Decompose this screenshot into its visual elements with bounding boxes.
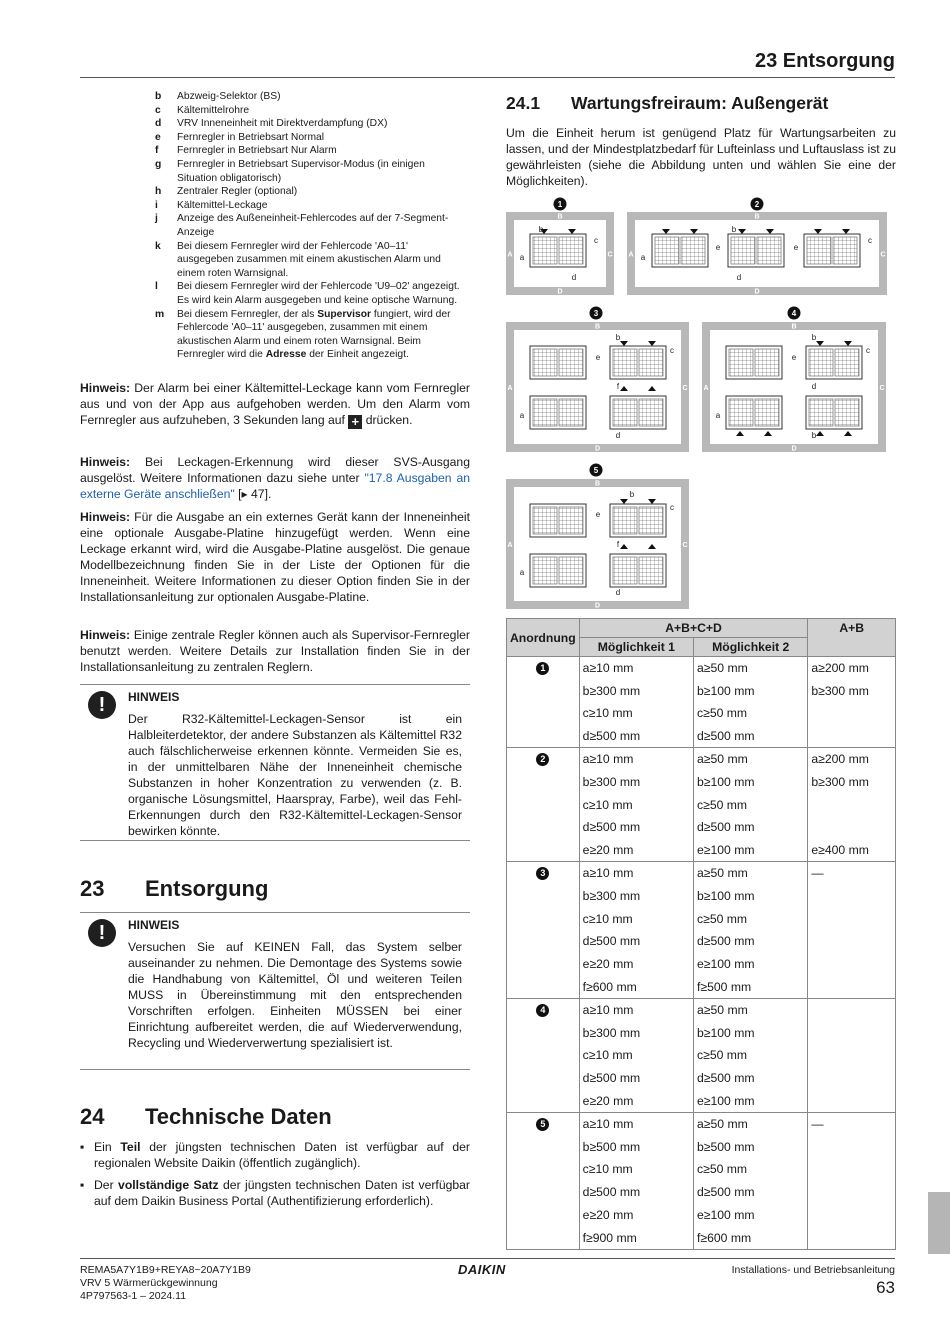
side-label-d: D (557, 288, 563, 296)
dimension-label: d (615, 588, 621, 597)
table-cell: b≥300 mm (579, 679, 693, 702)
table-cell (808, 976, 896, 999)
arrangement-number-icon: 3 (536, 867, 549, 880)
table-cell (808, 1181, 896, 1204)
side-label-c: C (682, 385, 688, 392)
plus-button-icon: + (348, 415, 362, 429)
table-cell: c≥10 mm (579, 1158, 693, 1181)
table-cell: e≥20 mm (579, 953, 693, 976)
column-header-abcd: A+B+C+D (579, 619, 808, 638)
table-cell: c≥50 mm (694, 793, 808, 816)
legend-item: j Anzeige des Außeneinheit-Fehlercodes auf der 7-Segment-Anzeige (155, 213, 449, 238)
side-label-d: D (791, 445, 797, 453)
table-cell: d≥500 mm (694, 816, 808, 839)
unit-grille (613, 507, 637, 534)
table-cell: a≥10 mm (579, 657, 693, 680)
table-cell: d≥500 mm (579, 930, 693, 953)
legend-item: k Bei diesem Fernregler wird der Fehlercode 'A0–11' ausgegeben zusammen mit einem akustischen Alarm und einem roten Warnsignal. (155, 240, 441, 279)
table-cell: b≥300 mm (579, 1021, 693, 1044)
table-cell: f≥600 mm (579, 976, 693, 999)
table-cell: b≥300 mm (579, 770, 693, 793)
arrangement-number-icon: 5 (536, 1118, 549, 1131)
unit-grille (729, 399, 753, 426)
arrangement-number: 5 (593, 466, 599, 475)
legend-item: h Zentraler Regler (optional) (155, 186, 298, 198)
side-label-a: A (507, 385, 513, 392)
dimension-label: d (571, 273, 577, 282)
tech-data-bullets (80, 1139, 470, 1215)
side-label-c: C (880, 251, 886, 259)
table-cell (808, 1067, 896, 1090)
table-cell: a≥50 mm (694, 748, 808, 771)
side-label-c: C (879, 385, 885, 392)
side-label-b: B (594, 323, 601, 331)
exclamation-icon: ! (88, 691, 116, 719)
table-row (507, 748, 896, 771)
unit-grille (833, 237, 857, 264)
dimension-label: f (616, 382, 620, 391)
arrangement-number: 1 (557, 200, 563, 209)
side-label-a: A (703, 385, 709, 392)
arrangement-number-icon: 2 (536, 753, 549, 766)
table-cell: e≥400 mm (808, 839, 896, 862)
section-heading-24-1: 24.1 Wartungsfreiraum: Außengerät (506, 93, 829, 113)
table-cell (808, 884, 896, 907)
dimension-label: e (595, 510, 601, 519)
dimension-label: e (791, 353, 797, 362)
table-cell: c≥10 mm (579, 702, 693, 725)
table-cell (808, 1226, 896, 1249)
section-heading-24: 24 Technische Daten (80, 1104, 332, 1129)
side-label-b: B (791, 323, 797, 331)
table-cell (808, 930, 896, 953)
table-cell: a≥10 mm (579, 748, 693, 771)
service-space-diagram (506, 196, 896, 614)
table-cell: d≥500 mm (579, 1181, 693, 1204)
unit-grille (809, 399, 833, 426)
unit-grille (731, 237, 755, 264)
table-cell: e≥100 mm (694, 953, 808, 976)
table-cell (808, 1021, 896, 1044)
unit-grille (533, 399, 557, 426)
table-cell (808, 998, 896, 1021)
table-cell (808, 725, 896, 748)
table-cell: e≥20 mm (579, 1204, 693, 1227)
unit-grille (809, 349, 833, 376)
exclamation-icon: ! (88, 919, 116, 947)
table-cell (808, 1135, 896, 1158)
table-cell (808, 702, 896, 725)
legend-item: l Bei diesem Fernregler wird der Fehlercode 'U9–02' angezeigt. Es wird kein Alarm ausgegeben und keine optische Warnung. (155, 281, 460, 306)
table-row (507, 657, 896, 680)
unit-grille (835, 349, 859, 376)
table-cell: c≥50 mm (694, 1044, 808, 1067)
column-header-option-1: Möglichkeit 1 (579, 638, 693, 657)
hinweis-label: Hinweis: (80, 455, 131, 469)
unit-grille (559, 557, 583, 584)
unit-grille (757, 237, 781, 264)
table-cell: e≥100 mm (694, 839, 808, 862)
dimension-label: b (538, 225, 544, 234)
table-cell: b≥500 mm (694, 1135, 808, 1158)
chapter-tab (928, 1192, 950, 1254)
table-cell (808, 1090, 896, 1113)
notice-title: HINWEIS (128, 918, 180, 932)
table-cell: f≥900 mm (579, 1226, 693, 1249)
intro-paragraph: Um die Einheit herum ist genügend Platz für Wartungsarbeiten zu lassen, und der Mindestplatzbedarf für Lufteinlass und Luftauslass ist zu gewährleisten (siehe die Abbildung unten und wählen Sie eine der Möglichkeiten). (506, 126, 896, 188)
side-label-a: A (628, 251, 634, 259)
table-cell: a≥50 mm (694, 998, 808, 1021)
dimension-label: b (615, 333, 621, 342)
table-cell: e≥100 mm (694, 1090, 808, 1113)
side-label-d: D (754, 288, 760, 296)
legend-item: b Abzweig-Selektor (BS) (155, 91, 281, 102)
dimension-label: d (615, 431, 621, 440)
table-cell: b≥100 mm (694, 1021, 808, 1044)
dimension-label: a (519, 568, 525, 577)
arrangement-number: 4 (791, 309, 797, 318)
table-cell: d≥500 mm (694, 725, 808, 748)
dimension-label: b (811, 333, 817, 342)
dimension-label: b (811, 431, 817, 440)
dimension-label: a (715, 411, 721, 420)
notice-body: Versuchen Sie auf KEINEN Fall, das System selber auseinander zu nehmen. Die Demontage des Systems sowie die Handhabung von Kältemittel, Öl und weiteren Teilen MUSS in Übereinstimmung mit den entsprechenden Vorschriften erfolgen. Einheiten MÜSSEN bei einer Einrichtung aufbereitet werden, die auf Wiederverwendung, Recycling und Wiederverwertung spezialisiert ist. (128, 940, 462, 1050)
dimension-label: c (866, 346, 870, 355)
table-cell: b≥300 mm (579, 884, 693, 907)
notice-box-disposal (80, 912, 470, 1070)
table-cell: b≥100 mm (694, 770, 808, 793)
table-cell: — (808, 1112, 896, 1135)
dimension-label: c (868, 236, 872, 245)
section-link-17-8[interactable]: "17.8 Ausgaben an externe Geräte anschließen" (80, 471, 471, 501)
unit-grille (533, 237, 557, 264)
service-space-table (506, 618, 896, 1250)
arrangement-number-icon: 1 (536, 662, 549, 675)
table-cell: a≥200 mm (808, 748, 896, 771)
hinweis-label: Hinweis: (80, 628, 131, 642)
side-label-a: A (507, 542, 513, 549)
running-header: 23 Entsorgung (754, 50, 895, 72)
legend-item: d VRV Inneneinheit mit Direktverdampfung (DX) (155, 118, 388, 130)
table-cell (808, 1044, 896, 1067)
side-label-d: D (594, 445, 601, 453)
unit-grille (613, 399, 637, 426)
legend-item: i Kältemittel-Leckage (155, 199, 268, 211)
table-cell: b≥100 mm (694, 679, 808, 702)
legend-item: e Fernregler in Betriebsart Normal (155, 131, 325, 143)
notice-title: HINWEIS (128, 690, 180, 704)
table-cell: d≥500 mm (694, 930, 808, 953)
dimension-label: b (731, 225, 737, 234)
legend-item: m Bei diesem Fernregler, der als Supervisor fungiert, wird der Fehlercode 'A0–11' ausgegeben, zusammen mit einem akustischen Alarm und einem roten Warnsignal. Beim Fernregler wird die Adresse der Einheit angezeigt. (155, 308, 451, 361)
hinweis-label: Hinweis: (80, 381, 131, 395)
table-row (507, 1112, 896, 1135)
unit-grille (639, 399, 663, 426)
unit-grille (755, 399, 779, 426)
side-label-b: B (754, 213, 760, 221)
unit-grille (835, 399, 859, 426)
table-cell: c≥50 mm (694, 907, 808, 930)
side-label-d: D (594, 602, 601, 610)
unit-grille (533, 349, 557, 376)
bullet-item: ▪ Der vollständige Satz der jüngsten technischen Daten ist verfügbar auf dem Daikin Business Portal (Authentifizierung erforderlich). (80, 1178, 470, 1208)
table-cell: a≥50 mm (694, 862, 808, 885)
table-cell (808, 907, 896, 930)
bullet-icon: ▪ (80, 1140, 85, 1154)
table-cell: e≥100 mm (694, 1204, 808, 1227)
dimension-label: f (616, 540, 620, 549)
dimension-label: a (640, 253, 646, 262)
table-cell: f≥500 mm (694, 976, 808, 999)
table-cell: d≥500 mm (579, 816, 693, 839)
footer-rule (80, 1258, 895, 1259)
section-heading-23: 23 Entsorgung (80, 876, 269, 901)
unit-grille (533, 507, 557, 534)
daikin-logo: DAIKIN (458, 1262, 506, 1277)
unit-grille (681, 237, 705, 264)
table-cell: — (808, 862, 896, 885)
notice-box-sensor (80, 684, 470, 841)
table-cell: e≥20 mm (579, 839, 693, 862)
table-cell: d≥500 mm (694, 1067, 808, 1090)
table-cell: f≥600 mm (694, 1226, 808, 1249)
column-header-option-2: Möglichkeit 2 (694, 638, 808, 657)
dimension-label: e (715, 243, 721, 252)
unit-grille (559, 349, 583, 376)
header-rule (80, 77, 895, 78)
table-cell: a≥10 mm (579, 1112, 693, 1135)
table-cell: d≥500 mm (694, 1181, 808, 1204)
legend-item: g Fernregler in Betriebsart Supervisor-Modus (in einigen Situation obligatorisch) (155, 158, 425, 184)
table-cell: b≥100 mm (694, 884, 808, 907)
arrangement-number-icon: 4 (536, 1004, 549, 1017)
hinweis-3: Hinweis: Für die Ausgabe an ein externes Gerät kann der Inneneinheit eine optionale Ausgabe-Platine hinzugefügt werden. Wenn eine Leckage erkannt wird, wird die Ausgabe-Platine ausgelöst. Die genaue Modellbezeichnung finden Sie in der Liste der Optionen für die Inneneinheit. Weitere Informationen zu dieser Option finden Sie in der Installationsanleitung zur optionalen Ausgabe-Platine. (80, 510, 470, 604)
table-cell: d≥500 mm (579, 1067, 693, 1090)
side-label-a: A (507, 251, 513, 259)
unit-grille (559, 237, 583, 264)
column-header-arrangement: Anordnung (507, 619, 580, 657)
bullet-icon: ▪ (80, 1178, 85, 1192)
legend-item: c Kältemittelrohre (155, 104, 250, 116)
dimension-label: c (670, 503, 674, 512)
unit-grille (729, 349, 753, 376)
table-cell: d≥500 mm (579, 725, 693, 748)
hinweis-2: Hinweis: Bei Leckagen-Erkennung wird dieser SVS-Ausgang ausgelöst. Weitere Informationen dazu siehe unter "17.8 Ausgaben an externe Geräte anschließen" [▸ 47]. (80, 455, 471, 501)
unit-grille (639, 349, 663, 376)
column-header-ab: A+B (808, 619, 896, 657)
footer-doc-title: Installations- und Betriebsanleitung (731, 1264, 895, 1276)
dimension-label: e (793, 243, 799, 252)
page-number: 63 (876, 1278, 895, 1297)
table-cell: c≥10 mm (579, 907, 693, 930)
hinweis-4: Hinweis: Einige zentrale Regler können auch als Supervisor-Fernregler benutzt werden. Weitere Details zur Installation finden Sie in der Installationsanleitung zu zentralen Reglern. (80, 628, 470, 674)
unit-grille (639, 557, 663, 584)
unit-grille (613, 557, 637, 584)
unit-grille (639, 507, 663, 534)
dimension-label: a (519, 253, 525, 262)
table-cell: a≥200 mm (808, 657, 896, 680)
arrangement-number: 3 (593, 309, 599, 318)
dimension-label: c (670, 346, 674, 355)
dimension-label: b (629, 490, 635, 499)
side-label-b: B (594, 480, 601, 488)
table-cell (808, 793, 896, 816)
table-cell: a≥10 mm (579, 998, 693, 1021)
unit-grille (655, 237, 679, 264)
table-cell: a≥10 mm (579, 862, 693, 885)
figure-legend (155, 90, 465, 362)
side-label-b: B (557, 213, 563, 221)
side-label-c: C (607, 251, 613, 259)
bullet-item: ▪ Ein Teil der jüngsten technischen Daten ist verfügbar auf der regionalen Website Daikin (öffentlich zugänglich). (80, 1140, 470, 1170)
table-row (507, 998, 896, 1021)
arrangement-number: 2 (754, 200, 760, 209)
table-cell: a≥50 mm (694, 657, 808, 680)
side-label-c: C (682, 542, 688, 549)
table-cell: c≥50 mm (694, 1158, 808, 1181)
unit-grille (559, 507, 583, 534)
hinweis-label: Hinweis: (80, 510, 131, 524)
table-cell: e≥20 mm (579, 1090, 693, 1113)
table-cell: b≥300 mm (808, 770, 896, 793)
unit-grille (807, 237, 831, 264)
unit-grille (533, 557, 557, 584)
table-cell (808, 953, 896, 976)
unit-grille (613, 349, 637, 376)
unit-grille (755, 349, 779, 376)
table-cell (808, 1204, 896, 1227)
dimension-label: d (736, 273, 742, 282)
footer-model-info: REMA5A7Y1B9+REYA8~20A7Y1B9 VRV 5 Wärmerückgewinnung 4P797563-1 – 2024.11 (80, 1264, 251, 1302)
hinweis-1: Hinweis: Der Alarm bei einer Kältemittel-Leckage kann vom Fernregler aus und von der App aus aufgehoben werden. Um den Alarm vom Fernregler aus aufzuheben, 3 Sekunden lang auf + drücken. (80, 381, 470, 429)
table-cell: b≥500 mm (579, 1135, 693, 1158)
dimension-label: d (811, 382, 817, 391)
table-cell (808, 816, 896, 839)
unit-grille (559, 399, 583, 426)
dimension-label: a (519, 411, 525, 420)
notice-body: Der R32-Kältemittel-Leckagen-Sensor ist ein Halbleiterdetektor, der andere Substanzen als Kältemittel R32 auch fälschlicherweise erkennen könnte. Vermeiden Sie es, in der unmittelbaren Nähe der Inneneinheit chemische Substanzen in hoher Konzentration zu verwenden (z. B. organische Lösungsmittel, Haarspray, Farbe), weil das Fehl-Erkennungen durch den R32-Kältemittel-Leckagen-Sensor bewirken könnte. (128, 712, 462, 838)
table-cell (808, 1158, 896, 1181)
table-cell: a≥50 mm (694, 1112, 808, 1135)
table-cell: b≥300 mm (808, 679, 896, 702)
dimension-label: c (594, 236, 598, 245)
dimension-label: e (595, 353, 601, 362)
table-cell: c≥10 mm (579, 1044, 693, 1067)
legend-item: f Fernregler in Betriebsart Nur Alarm (155, 145, 337, 157)
table-cell: c≥50 mm (694, 702, 808, 725)
table-row (507, 862, 896, 885)
table-cell: c≥10 mm (579, 793, 693, 816)
